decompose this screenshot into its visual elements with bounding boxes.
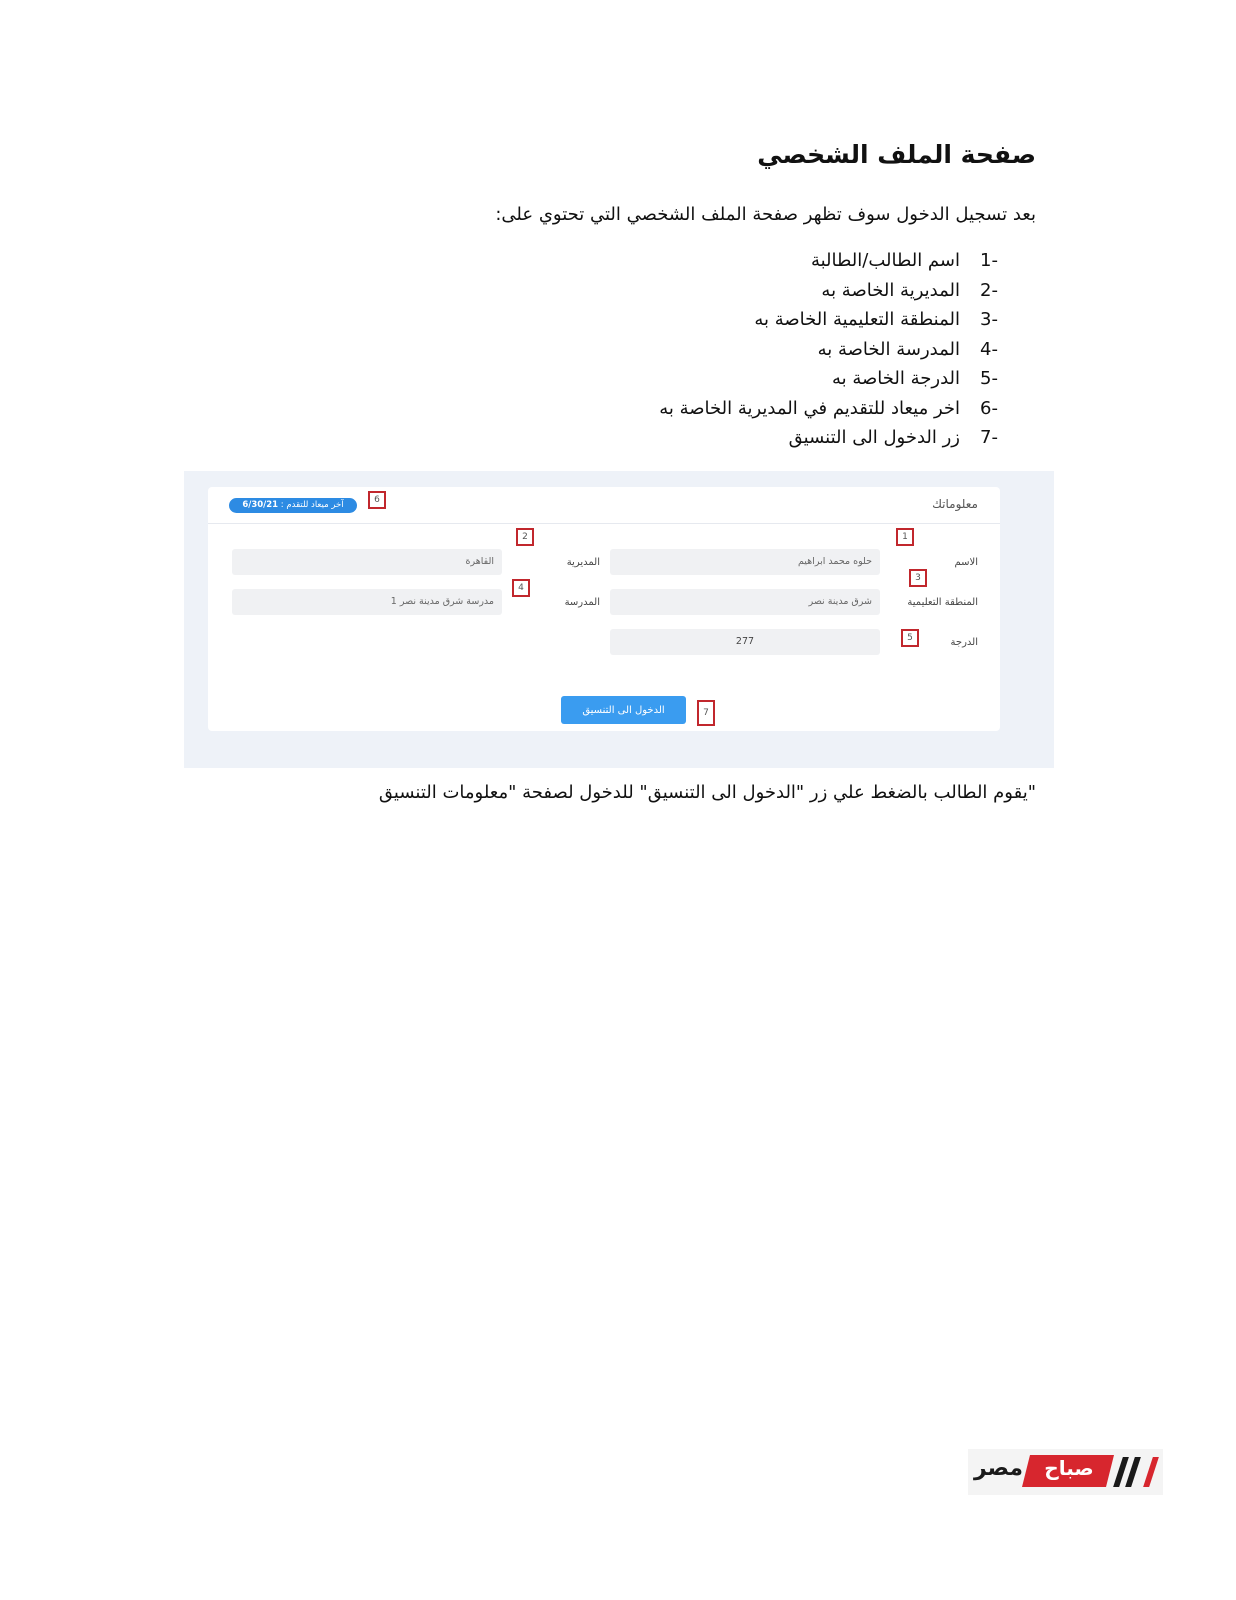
school-field[interactable]: مدرسة شرق مدينة نصر 1	[232, 589, 502, 615]
document-title: صفحة الملف الشخصي	[757, 140, 1036, 169]
enter-coordination-button[interactable]: الدخول الى التنسيق	[561, 696, 686, 724]
marker-2: 2	[516, 528, 534, 546]
name-label: الاسم	[954, 557, 978, 568]
logo-sabah-text: صباح	[1044, 1456, 1094, 1480]
marker-7: 7	[697, 700, 715, 726]
card-title: معلوماتك	[932, 497, 978, 511]
list-number: 5-	[980, 368, 998, 389]
grade-field[interactable]: 277	[610, 629, 880, 655]
list-text: المدرسة الخاصة به	[817, 338, 960, 360]
deadline-badge	[229, 498, 357, 513]
list-item	[659, 305, 998, 335]
list-item	[659, 423, 998, 453]
directorate-label: المديرية	[566, 557, 600, 568]
directorate-field[interactable]: القاهرة	[232, 549, 502, 575]
list-number: 2-	[980, 279, 998, 301]
list-item	[659, 246, 998, 276]
list-item	[659, 335, 998, 365]
sabah-misr-logo	[968, 1449, 1163, 1495]
profile-screenshot	[184, 471, 1054, 768]
list-item	[659, 364, 998, 394]
deadline-date: 6/30/21	[242, 500, 279, 510]
marker-4: 4	[512, 579, 530, 597]
list-item	[659, 276, 998, 306]
grade-label: الدرجة	[950, 637, 978, 648]
school-label: المدرسة	[564, 597, 600, 608]
list-number: 6-	[980, 397, 998, 419]
deadline-label: آخر ميعاد للتقدم :	[280, 500, 344, 510]
logo-slash-red	[1143, 1457, 1159, 1487]
list-text: المديرية الخاصة به	[821, 279, 960, 301]
list-number: 3-	[980, 309, 998, 330]
marker-1: 1	[896, 528, 914, 546]
list-text: اخر ميعاد للتقديم في المديرية الخاصة به	[659, 397, 960, 419]
list-text: المنطقة التعليمية الخاصة به	[754, 309, 960, 330]
card-header	[208, 487, 1000, 524]
marker-5: 5	[901, 629, 919, 647]
list-number: 4-	[980, 338, 998, 360]
list-item	[659, 394, 998, 424]
intro-text: بعد تسجيل الدخول سوف تظهر صفحة الملف الشخصي التي تحتوي على:	[495, 204, 1036, 225]
list-text: زر الدخول الى التنسيق	[788, 427, 960, 448]
contents-list	[659, 246, 998, 453]
list-text: الدرجة الخاصة به	[831, 368, 960, 389]
zone-field[interactable]: شرق مدينة نصر	[610, 589, 880, 615]
list-number: 1-	[980, 250, 998, 271]
zone-label: المنطقة التعليمية	[907, 597, 978, 608]
list-number: 7-	[980, 427, 998, 448]
marker-3: 3	[909, 569, 927, 587]
logo-misr-text: مصر	[974, 1456, 1023, 1481]
footer-note: "يقوم الطالب بالضغط علي زر "الدخول الى التنسيق" للدخول لصفحة "معلومات التنسيق	[378, 782, 1036, 803]
name-field[interactable]: حلوه محمد ابراهيم	[610, 549, 880, 575]
profile-card	[208, 487, 1000, 731]
list-text: اسم الطالب/الطالبة	[810, 250, 960, 271]
logo-slash-black	[1125, 1457, 1141, 1487]
marker-6: 6	[368, 491, 386, 509]
